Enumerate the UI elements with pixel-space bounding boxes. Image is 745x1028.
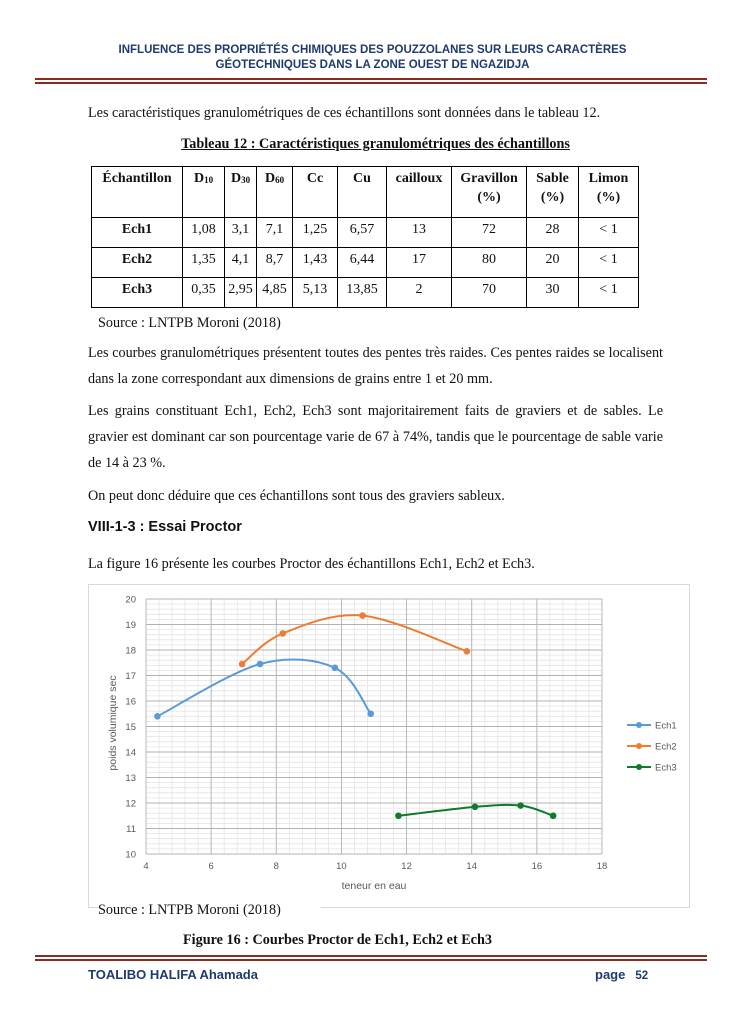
cell-cc: 1,25 <box>293 218 338 248</box>
data-point-ech2 <box>359 612 366 619</box>
col-header-cu: Cu <box>338 167 387 218</box>
cell-cu: 6,44 <box>338 248 387 278</box>
footer-author: TOALIBO HALIFA Ahamada <box>88 967 258 982</box>
cell-cc: 5,13 <box>293 278 338 308</box>
legend-label-ech1: Ech1 <box>655 720 677 732</box>
x-axis-label: teneur en eau <box>341 880 407 892</box>
col-header-echantillon: Échantillon <box>92 167 183 218</box>
paragraph-grains: Les grains constituant Ech1, Ech2, Ech3 sont majoritairement faits de graviers et de sables. Le gravier est dominant car son pourcentage varie de 67 à 74%, tandis que le pourcentage de sable varie de 14 à 23 %. <box>88 403 663 471</box>
x-tick-label: 6 <box>208 861 214 872</box>
cell-cailloux: 13 <box>387 218 452 248</box>
cell-d60: 4,85 <box>257 278 293 308</box>
col-header-d10: $D_{10}$ <box>183 167 225 218</box>
col-header-limon: Limon (%) <box>579 167 639 218</box>
data-point-ech3 <box>395 812 402 819</box>
cell-sable: 28 <box>527 218 579 248</box>
cell-d60: 7,1 <box>257 218 293 248</box>
x-tick-label: 10 <box>336 861 347 872</box>
figure-caption: Figure 16 : Courbes Proctor de Ech1, Ech2 et Ech3 <box>183 932 492 948</box>
paragraph-conclusion: On peut donc déduire que ces échantillons sont tous des graviers sableux. <box>88 488 505 504</box>
page-number: 52 <box>635 970 649 982</box>
col-header-cc: Cc <box>293 167 338 218</box>
header-rule-bottom <box>35 82 707 84</box>
data-point-ech3 <box>550 812 557 819</box>
legend-marker-ech3 <box>636 764 642 770</box>
cell-limon: < 1 <box>579 248 639 278</box>
legend-label-ech3: Ech3 <box>655 762 677 774</box>
chart-source: Source : LNTPB Moroni (2018) <box>98 902 321 919</box>
table-source: Source : LNTPB Moroni (2018) <box>98 315 281 331</box>
cell-limon: < 1 <box>579 278 639 308</box>
table-row <box>92 278 639 308</box>
running-header <box>60 43 685 73</box>
running-header-line2: GÉOTECHNIQUES DANS LA ZONE OUEST DE NGAZIDJA <box>215 59 530 71</box>
cell-d60: 8,7 <box>257 248 293 278</box>
data-point-ech2 <box>280 630 287 637</box>
x-tick-label: 18 <box>596 861 608 872</box>
footer-rule-top <box>35 955 707 957</box>
table-row <box>92 248 639 278</box>
chart-x-tick-labels <box>143 861 607 872</box>
cell-d30: 4,1 <box>225 248 257 278</box>
table-caption: Tableau 12 : Caractéristiques granulométriques des échantillons <box>181 136 570 152</box>
y-tick-label: 12 <box>125 798 136 810</box>
cell-sable: 30 <box>527 278 579 308</box>
chart-y-tick-labels <box>125 595 136 861</box>
data-point-ech2 <box>464 648 471 655</box>
chart-legend <box>627 721 677 774</box>
x-tick-label: 12 <box>401 861 412 872</box>
granulometry-table <box>91 166 639 308</box>
cell-d10: 1,08 <box>183 218 225 248</box>
cell-gravillon: 80 <box>452 248 527 278</box>
y-tick-label: 16 <box>125 696 136 708</box>
y-axis-label: poids volumique sec <box>107 675 119 771</box>
y-tick-label: 17 <box>125 671 136 682</box>
footer-page-label: page <box>595 967 626 982</box>
proctor-chart-frame <box>88 584 690 908</box>
intro-paragraph: Les caractéristiques granulométriques de ces échantillons sont données dans le tableau 12. <box>88 105 601 121</box>
col-header-d30: $D_{30}$ <box>225 167 257 218</box>
y-tick-label: 13 <box>125 773 136 784</box>
footer-rule-bottom <box>35 959 707 961</box>
y-tick-label: 14 <box>125 747 136 759</box>
y-tick-label: 20 <box>125 594 136 606</box>
cell-d10: 0,35 <box>183 278 225 308</box>
y-tick-label: 11 <box>126 824 136 835</box>
running-header-line1: INFLUENCE DES PROPRIÉTÉS CHIMIQUES DES POUZZOLANES SUR LEURS CARACTÈRES <box>118 44 627 56</box>
cell-sable: 20 <box>527 248 579 278</box>
data-point-ech1 <box>367 710 374 717</box>
legend-marker-ech1 <box>636 722 642 728</box>
cell-limon: < 1 <box>579 218 639 248</box>
y-tick-label: 15 <box>125 722 136 733</box>
cell-d30: 3,1 <box>225 218 257 248</box>
col-header-sable: Sable (%) <box>527 167 579 218</box>
cell-sample: Ech3 <box>92 278 183 308</box>
series-line-ech1 <box>157 659 370 716</box>
cell-gravillon: 72 <box>452 218 527 248</box>
header-rule-top <box>35 78 707 80</box>
section-heading: VIII-1-3 : Essai Proctor <box>88 519 242 535</box>
cell-cu: 13,85 <box>338 278 387 308</box>
y-tick-label: 19 <box>125 620 136 631</box>
data-point-ech1 <box>257 661 264 668</box>
legend-marker-ech2 <box>636 743 642 749</box>
cell-cailloux: 17 <box>387 248 452 278</box>
x-tick-label: 14 <box>466 861 478 872</box>
data-point-ech1 <box>154 713 161 720</box>
cell-sample: Ech2 <box>92 248 183 278</box>
cell-cu: 6,57 <box>338 218 387 248</box>
x-tick-label: 4 <box>143 861 149 872</box>
x-tick-label: 8 <box>273 861 279 872</box>
data-point-ech3 <box>517 802 524 809</box>
cell-cailloux: 2 <box>387 278 452 308</box>
table-row <box>92 218 639 248</box>
paragraph-curves: Les courbes granulométriques présentent toutes des pentes très raides. Ces pentes raides se localisent dans la zone correspondant aux dimensions de grains entre 1 et 20 mm. <box>88 345 663 387</box>
col-header-cailloux: cailloux <box>387 167 452 218</box>
y-tick-label: 10 <box>125 849 136 861</box>
y-tick-label: 18 <box>125 645 136 657</box>
legend-label-ech2: Ech2 <box>655 741 677 753</box>
data-point-ech2 <box>239 661 246 668</box>
col-header-gravillon: Gravillon (%) <box>452 167 527 218</box>
footer-page <box>595 967 648 982</box>
chart-major-grid <box>146 599 602 854</box>
proctor-chart <box>89 585 689 907</box>
data-point-ech1 <box>332 665 339 672</box>
cell-d10: 1,35 <box>183 248 225 278</box>
cell-d30: 2,95 <box>225 278 257 308</box>
col-header-d60: $D_{60}$ <box>257 167 293 218</box>
table-header-row <box>92 167 639 218</box>
section-intro: La figure 16 présente les courbes Proctor des échantillons Ech1, Ech2 et Ech3. <box>88 556 535 572</box>
cell-sample: Ech1 <box>92 218 183 248</box>
cell-cc: 1,43 <box>293 248 338 278</box>
cell-gravillon: 70 <box>452 278 527 308</box>
x-tick-label: 16 <box>531 861 543 872</box>
data-point-ech3 <box>472 804 479 811</box>
